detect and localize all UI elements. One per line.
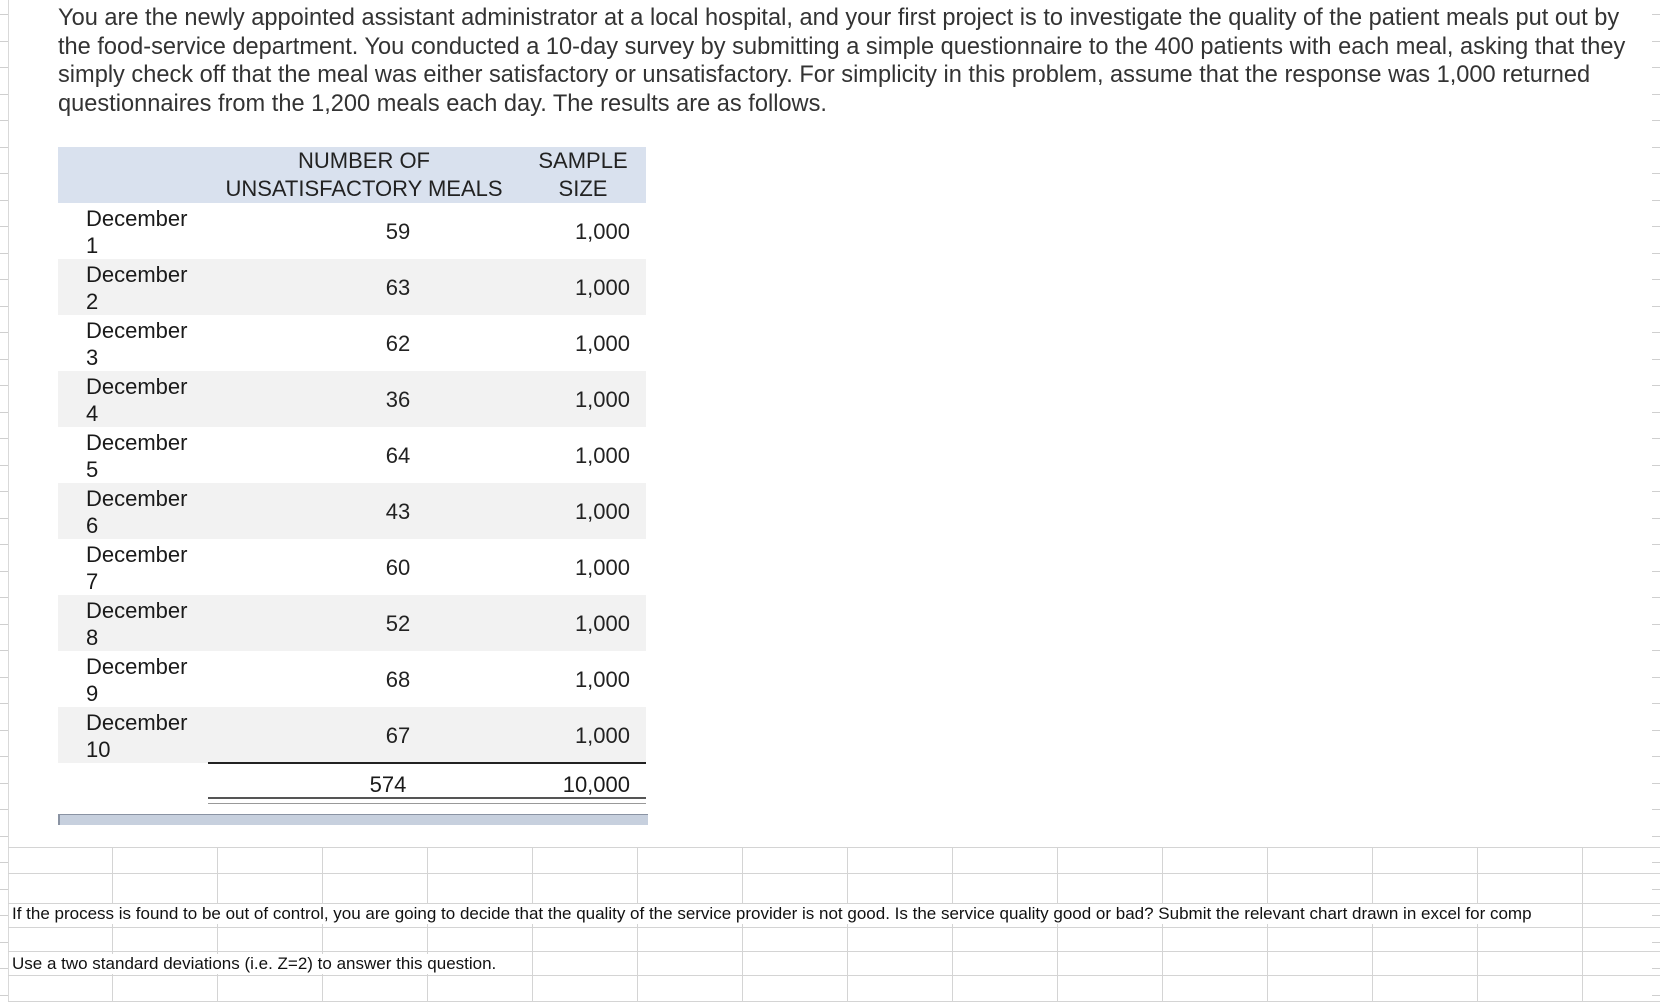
header-num-line2: UNSATISFACTORY MEALS (225, 176, 503, 201)
row-sample-size: 1,000 (574, 611, 630, 636)
row-date (86, 429, 216, 483)
edge-tick (1652, 14, 1660, 15)
row-sample-size: 1,000 (574, 555, 630, 580)
grid-column-line (1057, 847, 1058, 1002)
edge-tick (0, 597, 8, 598)
edge-tick (0, 412, 8, 413)
edge-tick (1652, 518, 1660, 519)
table-header (58, 147, 646, 203)
edge-tick (0, 809, 8, 810)
edge-tick (1652, 359, 1660, 360)
row-day: 1 (86, 233, 99, 258)
row-day: 4 (86, 401, 99, 426)
edge-tick (0, 438, 8, 439)
row-unsatisfactory: 52 (385, 611, 411, 636)
edge-tick (1652, 147, 1660, 148)
header-num-line1: NUMBER OF (298, 148, 430, 173)
row-unsatisfactory: 59 (385, 219, 411, 244)
row-sample-size: 1,000 (574, 331, 630, 356)
edge-tick (1652, 253, 1660, 254)
grid-row-line (8, 847, 1660, 848)
row-month: December (86, 486, 188, 511)
edge-tick (1652, 836, 1660, 837)
edge-tick (0, 730, 8, 731)
row-day: 5 (86, 457, 99, 482)
edge-tick (0, 756, 8, 757)
grid-column-line (742, 847, 743, 1002)
grid-column-line (1372, 847, 1373, 1002)
edge-tick (1652, 412, 1660, 413)
edge-tick (1652, 624, 1660, 625)
row-unsatisfactory: 67 (385, 723, 411, 748)
total-row (58, 762, 646, 802)
edge-tick (0, 624, 8, 625)
edge-tick (1652, 332, 1660, 333)
edge-tick (1652, 491, 1660, 492)
row-date (86, 373, 216, 427)
edge-tick (0, 359, 8, 360)
row-unsatisfactory: 43 (385, 499, 411, 524)
table-row (58, 651, 646, 707)
row-sample-size: 1,000 (574, 275, 630, 300)
edge-tick (0, 968, 8, 969)
row-unsatisfactory: 60 (385, 555, 411, 580)
edge-tick (0, 147, 8, 148)
edge-tick (1652, 783, 1660, 784)
edge-tick (1652, 756, 1660, 757)
row-month: December (86, 374, 188, 399)
grid-column-line (1162, 847, 1163, 1002)
row-date (86, 541, 216, 595)
edge-tick (1652, 650, 1660, 651)
grid-column-line (1477, 847, 1478, 1002)
edge-tick (0, 491, 8, 492)
edge-tick (1652, 173, 1660, 174)
edge-tick (0, 836, 8, 837)
row-sample-size: 1,000 (574, 443, 630, 468)
table-row (58, 707, 646, 763)
row-day: 3 (86, 345, 99, 370)
row-date (86, 653, 216, 707)
row-unsatisfactory: 62 (385, 331, 411, 356)
grid-row-line (8, 927, 1660, 928)
table-row (58, 315, 646, 371)
row-unsatisfactory: 64 (385, 443, 411, 468)
grid-row-line (8, 951, 1660, 952)
edge-tick (1652, 279, 1660, 280)
total-sample-size: 10,000 (562, 772, 630, 797)
row-date (86, 485, 216, 539)
row-day: 10 (86, 737, 111, 762)
table-row (58, 427, 646, 483)
grid-column-line (532, 847, 533, 1002)
edge-tick (0, 41, 8, 42)
edge-tick (1652, 571, 1660, 572)
edge-tick (0, 915, 8, 916)
row-month: December (86, 598, 188, 623)
instruction-cell[interactable]: Use a two standard deviations (i.e. Z=2) to answer this question. (12, 954, 500, 974)
row-date (86, 597, 216, 651)
grid-column-line (427, 847, 428, 1002)
table-footer-bar (58, 814, 648, 825)
row-date (86, 709, 216, 763)
edge-tick (1652, 306, 1660, 307)
row-month: December (86, 430, 188, 455)
table-row (58, 259, 646, 315)
grid-column-line (637, 847, 638, 1002)
edge-tick (0, 995, 8, 996)
edge-tick (0, 862, 8, 863)
edge-tick (1652, 703, 1660, 704)
edge-tick (0, 703, 8, 704)
row-day: 9 (86, 681, 99, 706)
edge-tick (0, 226, 8, 227)
header-unsatisfactory-meals (214, 147, 514, 203)
row-unsatisfactory: 36 (385, 387, 411, 412)
edge-tick (1652, 730, 1660, 731)
grid-row-line (8, 873, 1660, 874)
row-date (86, 317, 216, 371)
double-underline (208, 797, 646, 804)
table-row (58, 595, 646, 651)
spreadsheet-grid[interactable] (8, 847, 1660, 1002)
edge-tick (1652, 94, 1660, 95)
edge-tick (1652, 67, 1660, 68)
table-row (58, 203, 646, 259)
row-sample-size: 1,000 (574, 387, 630, 412)
edge-tick (1652, 809, 1660, 810)
table-row (58, 483, 646, 539)
grid-row-line (8, 903, 1660, 904)
edge-tick (0, 306, 8, 307)
question-cell[interactable]: If the process is found to be out of control, you are going to decide that the quality of the service provider is not good. Is the service quality good or bad? Submit the relevant chart drawn in excel for comp (12, 904, 1536, 924)
problem-statement: You are the newly appointed assistant administrator at a local hospital, and your first project is to investigate the quality of the patient meals put out by the food-service department. You conducted a 10-day survey by submitting a simple questionnaire to the 400 patients with each meal, asking that they simply check off that the meal was either satisfactory or unsatisfactory. For simplicity in this problem, assume that the response was 1,000 returned questionnaires from the 1,200 meals each day. The results are as follows. (58, 5, 1626, 117)
edge-tick (0, 332, 8, 333)
edge-tick (1652, 677, 1660, 678)
grid-column-line (847, 847, 848, 1002)
edge-tick (0, 544, 8, 545)
header-size-line2: SIZE (558, 176, 608, 201)
row-day: 8 (86, 625, 99, 650)
edge-tick (0, 942, 8, 943)
edge-tick (1652, 120, 1660, 121)
row-month: December (86, 206, 188, 231)
edge-tick (1652, 41, 1660, 42)
row-date (86, 205, 216, 259)
table-row (58, 371, 646, 427)
edge-tick (0, 94, 8, 95)
row-month: December (86, 318, 188, 343)
edge-tick (0, 385, 8, 386)
row-day: 2 (86, 289, 99, 314)
edge-tick (0, 120, 8, 121)
row-unsatisfactory: 63 (385, 275, 411, 300)
grid-column-line (1582, 847, 1583, 1002)
row-date (86, 261, 216, 315)
edge-tick (0, 279, 8, 280)
edge-tick (0, 650, 8, 651)
table-row (58, 539, 646, 595)
edge-tick (0, 67, 8, 68)
grid-row-line (8, 975, 1660, 976)
edge-tick (1652, 597, 1660, 598)
row-sample-size: 1,000 (574, 667, 630, 692)
row-month: December (86, 542, 188, 567)
edge-tick (0, 677, 8, 678)
header-sample-size (528, 147, 638, 203)
row-sample-size: 1,000 (574, 219, 630, 244)
edge-tick (0, 200, 8, 201)
grid-column-line (217, 847, 218, 1002)
grid-column-line (322, 847, 323, 1002)
row-month: December (86, 654, 188, 679)
edge-tick (1652, 385, 1660, 386)
row-day: 7 (86, 569, 99, 594)
edge-tick (0, 465, 8, 466)
edge-tick (1652, 200, 1660, 201)
edge-tick (0, 518, 8, 519)
row-unsatisfactory: 68 (385, 667, 411, 692)
row-day: 6 (86, 513, 99, 538)
edge-tick (0, 173, 8, 174)
edge-tick (0, 783, 8, 784)
grid-column-line (1267, 847, 1268, 1002)
edge-tick (1652, 438, 1660, 439)
edge-tick (0, 14, 8, 15)
table-body (58, 203, 646, 763)
edge-tick (0, 889, 8, 890)
edge-tick (0, 253, 8, 254)
row-month: December (86, 710, 188, 735)
edge-tick (1652, 544, 1660, 545)
grid-column-line (112, 847, 113, 1002)
row-sample-size: 1,000 (574, 499, 630, 524)
header-size-line1: SAMPLE (538, 148, 628, 173)
row-month: December (86, 262, 188, 287)
edge-tick (1652, 226, 1660, 227)
grid-column-line (952, 847, 953, 1002)
total-unsatisfactory: 574 (369, 772, 407, 797)
edge-tick (0, 571, 8, 572)
survey-table (58, 147, 646, 797)
edge-tick (1652, 465, 1660, 466)
row-sample-size: 1,000 (574, 723, 630, 748)
